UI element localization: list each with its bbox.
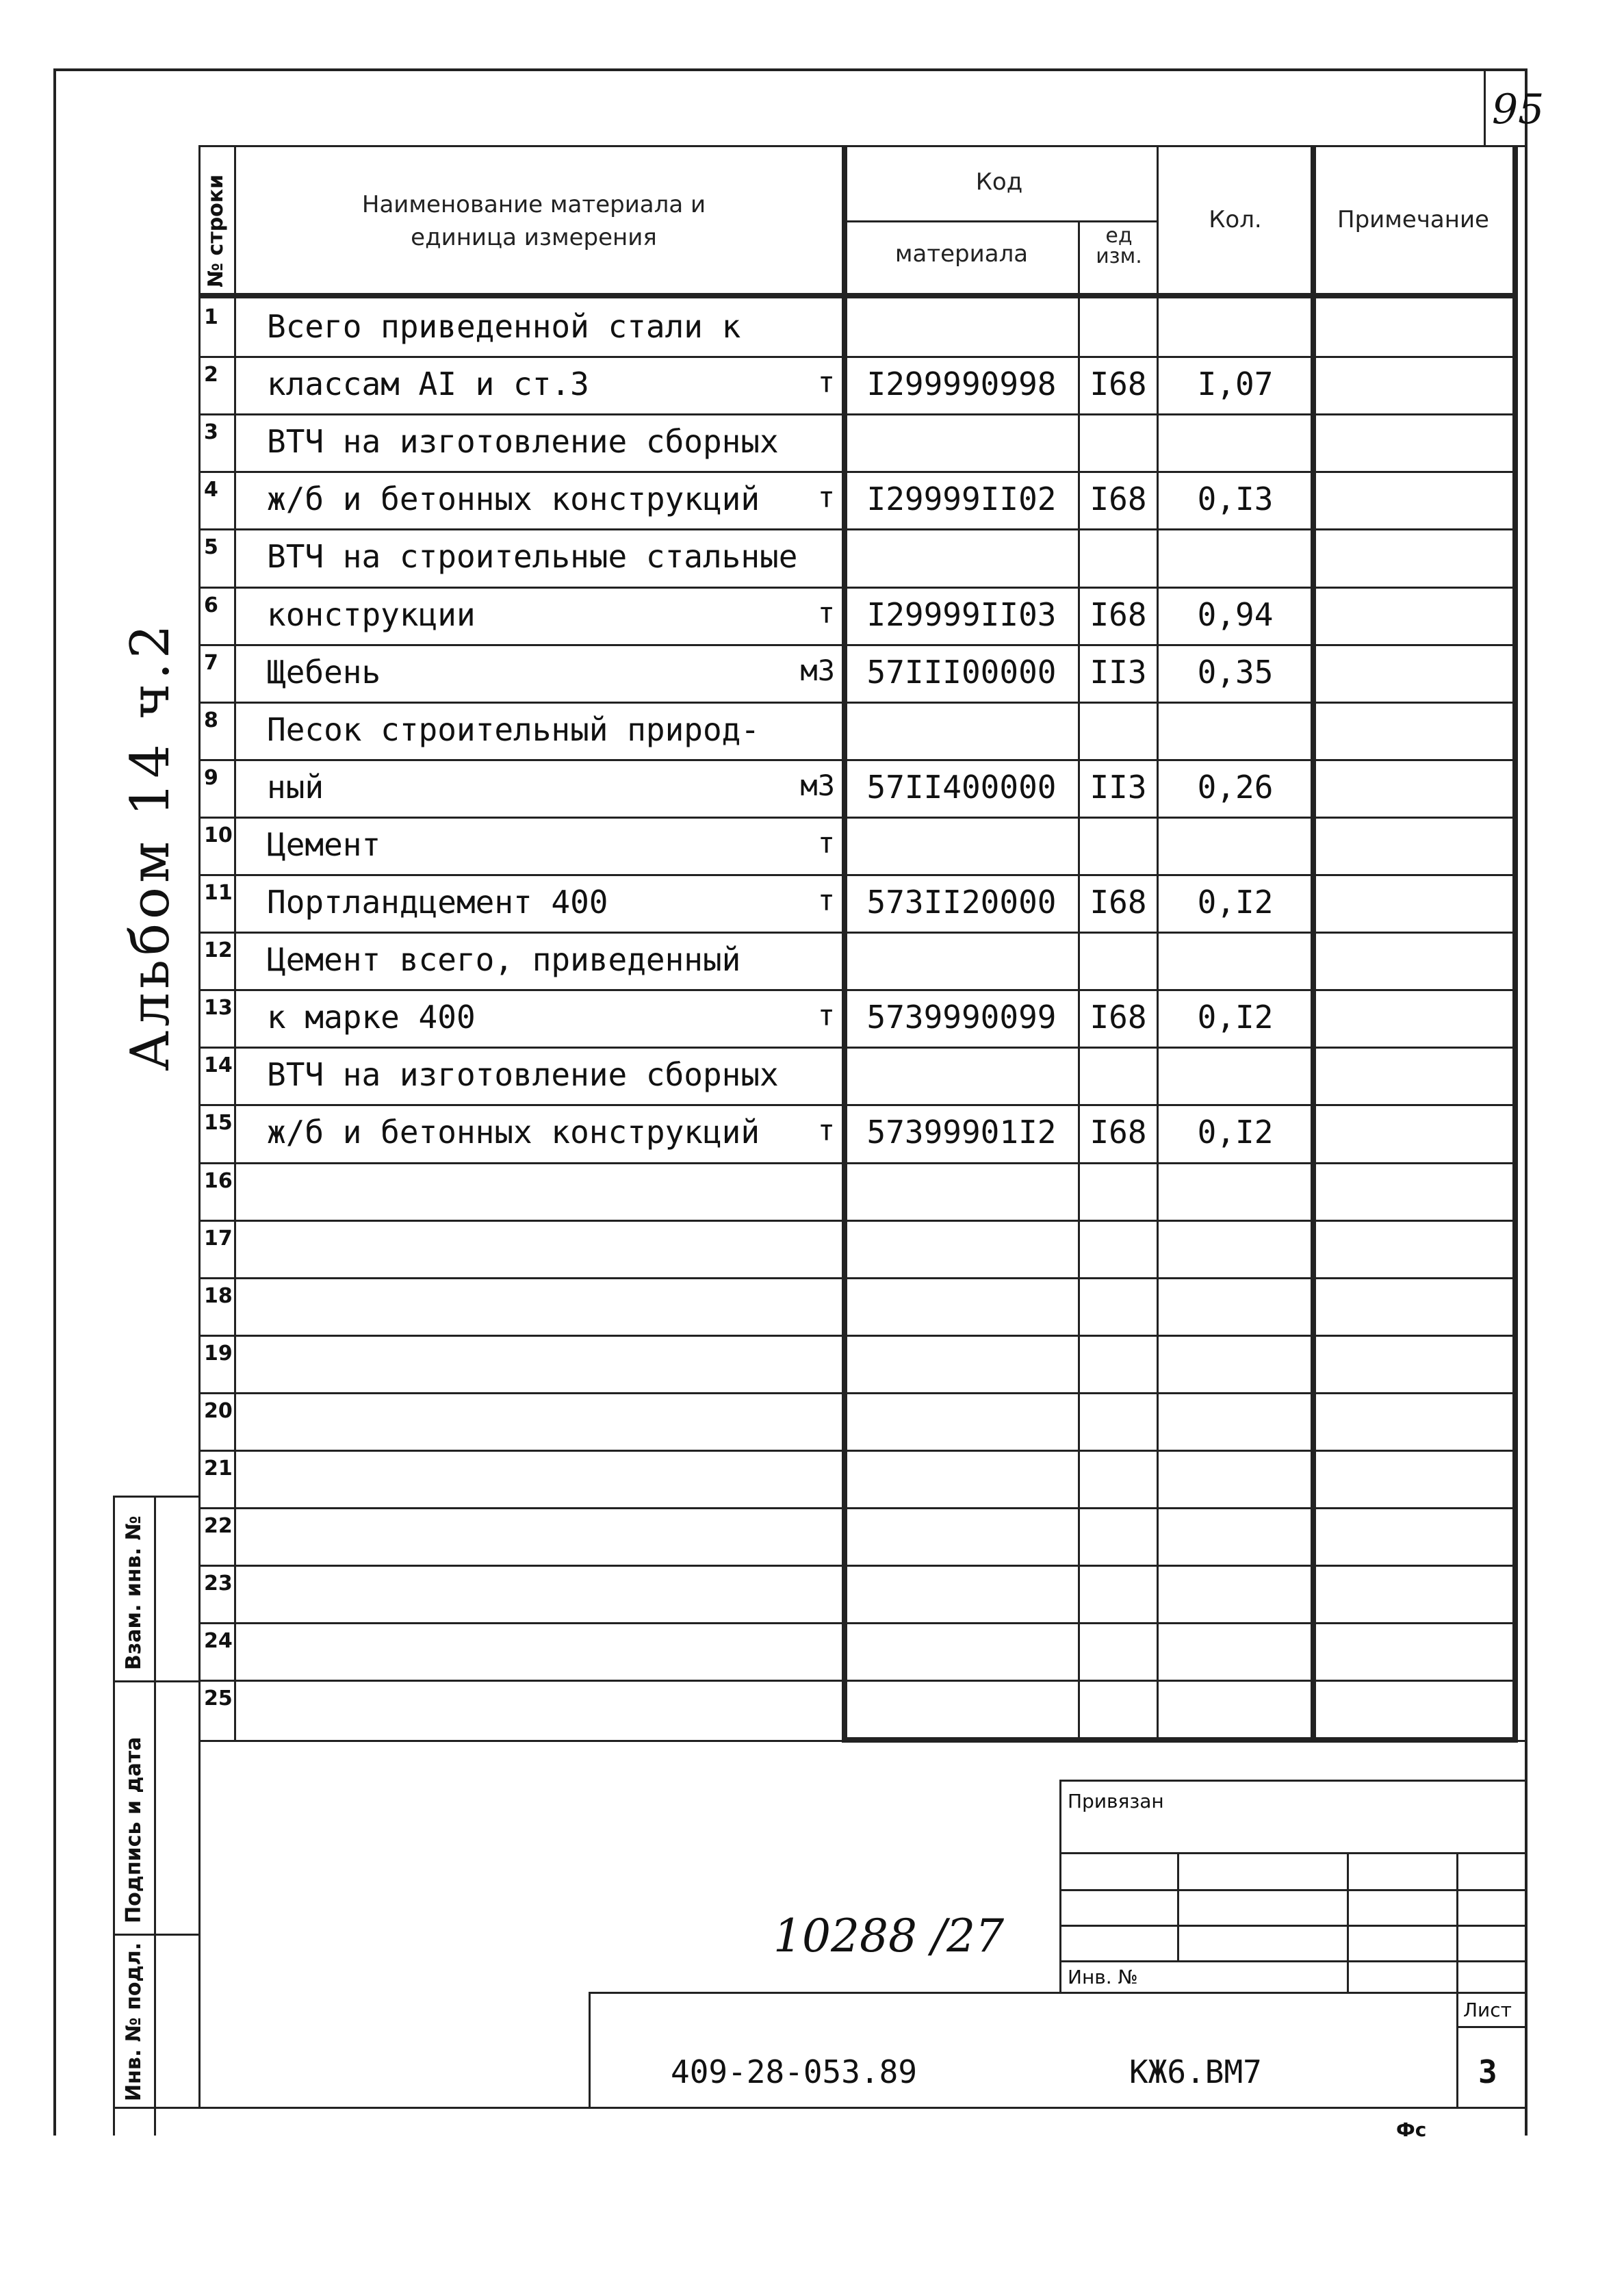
- header-code-unit: ед изм.: [1096, 224, 1142, 268]
- frame-right-line: [1525, 68, 1528, 2136]
- material-unit: т: [817, 825, 835, 860]
- row-number: 9: [204, 765, 218, 790]
- privyazan-row-4: [1059, 1960, 1525, 1962]
- row-number: 18: [204, 1283, 233, 1308]
- row-number: 2: [204, 363, 218, 387]
- row-number: 24: [204, 1629, 233, 1654]
- col-line-table-right: [1512, 145, 1518, 1743]
- handwritten-reference: 10288 /27: [773, 1910, 1005, 1962]
- row-line: [198, 1220, 1512, 1222]
- material-name: Песок строительный природ-: [267, 710, 760, 748]
- row-number: 4: [204, 478, 218, 502]
- material-unit: т: [817, 366, 835, 400]
- row-number: 19: [204, 1341, 233, 1366]
- material-name: ВТЧ на строительные стальные: [267, 538, 798, 576]
- col-line-qty-left: [1157, 145, 1159, 1740]
- header-row-no: № строки: [204, 174, 228, 287]
- material-name: к марке 400: [267, 999, 476, 1036]
- stamp-top: [113, 1496, 198, 1498]
- unit-code: I68: [1090, 884, 1147, 921]
- unit-code: I68: [1090, 366, 1147, 403]
- unit-code: II3: [1090, 768, 1147, 806]
- material-name: классам АI и ст.3: [267, 366, 589, 403]
- row-line: [198, 989, 1512, 991]
- stamp-col-mid: [154, 1496, 156, 2136]
- title-left-line: [198, 1740, 201, 2107]
- quantity: 0,I2: [1197, 1114, 1274, 1151]
- privyazan-label: Привязан: [1068, 1790, 1164, 1812]
- privyazan-col-1: [1177, 1852, 1179, 1960]
- row-number: 11: [204, 881, 233, 905]
- title-top-line: [198, 1740, 1525, 1742]
- doc-code: КЖ6.ВМ7: [1129, 2053, 1262, 2090]
- unit-code: I68: [1090, 1114, 1147, 1151]
- row-line: [198, 1047, 1512, 1049]
- stamp-bottom: [113, 2107, 1525, 2109]
- header-qty: Кол.: [1209, 206, 1262, 233]
- unit-code: II3: [1090, 653, 1147, 691]
- row-line: [198, 1565, 1512, 1567]
- row-line: [198, 702, 1512, 704]
- row-line: [198, 1507, 1512, 1509]
- privyazan-col-3: [1456, 1852, 1458, 2107]
- material-name: ный: [267, 768, 324, 806]
- row-line: [198, 759, 1512, 761]
- material-name: Всего приведенной стали к: [267, 308, 741, 345]
- material-name: Портландцемент 400: [267, 884, 608, 921]
- row-line: [198, 1622, 1512, 1624]
- quantity: 0,I3: [1197, 480, 1274, 518]
- table-top-line: [198, 145, 1525, 147]
- row-number: 23: [204, 1572, 233, 1596]
- list-label: Лист: [1463, 1999, 1512, 2021]
- row-number: 21: [204, 1457, 233, 1480]
- row-line: [198, 1104, 1512, 1106]
- material-code: 57III00000: [866, 653, 1057, 691]
- title-strip-left: [589, 1992, 591, 2107]
- row-number: 14: [204, 1053, 233, 1078]
- material-code: 57399901I2: [866, 1114, 1057, 1151]
- header-name-line1: Наименование материала и: [361, 191, 706, 218]
- material-code: 5739990099: [866, 999, 1057, 1036]
- format-mark: Фс: [1396, 2118, 1427, 2141]
- album-note: Альбом 14 ч.2: [120, 620, 181, 1071]
- privyazan-row-2: [1059, 1889, 1525, 1891]
- row-line: [198, 471, 1512, 473]
- inv-no-label: Инв. №: [1068, 1966, 1138, 1988]
- stamp-div-2: [113, 1934, 198, 1936]
- quantity: 0,I2: [1197, 999, 1274, 1036]
- row-number: 8: [204, 708, 218, 732]
- unit-code: I68: [1090, 595, 1147, 633]
- material-unit: т: [817, 480, 835, 515]
- row-line: [198, 932, 1512, 934]
- material-code: I299990998: [866, 366, 1057, 403]
- quantity: I,07: [1197, 366, 1274, 403]
- row-line: [198, 413, 1512, 415]
- row-line: [198, 1335, 1512, 1337]
- privyazan-row-3: [1059, 1925, 1525, 1927]
- row-number: 3: [204, 420, 218, 445]
- row-line: [198, 1277, 1512, 1279]
- material-code: 573II20000: [866, 884, 1057, 921]
- row-number: 16: [204, 1168, 233, 1193]
- stamp-vzam-inv: Взам. инв. №: [122, 1515, 146, 1670]
- row-number: 22: [204, 1514, 233, 1539]
- material-name: Щебень: [267, 653, 381, 691]
- stamp-col-left: [113, 1496, 115, 2136]
- row-number: 13: [204, 996, 233, 1021]
- quantity: 0,I2: [1197, 884, 1274, 921]
- col-line-rownum-left: [198, 145, 201, 1740]
- row-number: 1: [204, 305, 218, 329]
- row-number: 25: [204, 1687, 233, 1711]
- privyazan-top: [1059, 1780, 1525, 1782]
- privyazan-col-2: [1347, 1852, 1349, 1992]
- stamp-podpis-data: Подпись и дата: [122, 1736, 146, 1923]
- row-line: [198, 644, 1512, 646]
- material-name: ВТЧ на изготовление сборных: [267, 423, 779, 461]
- stamp-div-1: [113, 1680, 198, 1682]
- row-line: [198, 1162, 1512, 1164]
- material-unit: м3: [800, 768, 835, 802]
- title-strip-top: [589, 1992, 1525, 1994]
- material-name: ВТЧ на изготовление сборных: [267, 1056, 779, 1094]
- header-note: Примечание: [1337, 206, 1489, 233]
- material-code: I29999II03: [866, 595, 1057, 633]
- material-unit: т: [817, 999, 835, 1033]
- row-number: 20: [204, 1398, 233, 1423]
- row-number: 5: [204, 535, 218, 560]
- material-name: ж/б и бетонных конструкций: [267, 480, 760, 518]
- row-number: 6: [204, 593, 218, 617]
- material-name: Цемент всего, приведенный: [267, 941, 741, 979]
- col-line-note-left: [1311, 145, 1316, 1743]
- col-line-ucode-left: [1078, 220, 1080, 1740]
- privyazan-row-1: [1059, 1852, 1525, 1854]
- frame-left-line: [53, 68, 56, 2136]
- quantity: 0,26: [1197, 768, 1274, 806]
- row-line: [198, 356, 1512, 358]
- frame-top-line: [53, 68, 1525, 71]
- material-name: конструкции: [267, 595, 476, 633]
- row-number: 15: [204, 1111, 233, 1136]
- row-line: [198, 1680, 1512, 1682]
- row-line: [198, 874, 1512, 876]
- quantity: 0,94: [1197, 595, 1274, 633]
- list-value: 3: [1478, 2053, 1497, 2090]
- col-line-code-left: [842, 145, 847, 1743]
- row-number: 17: [204, 1226, 233, 1251]
- material-code: I29999II02: [866, 480, 1057, 518]
- header-code-material: материала: [894, 240, 1029, 268]
- quantity: 0,35: [1197, 653, 1274, 691]
- material-unit: т: [817, 884, 835, 917]
- row-line: [198, 528, 1512, 530]
- doc-number: 409-28-053.89: [671, 2053, 918, 2090]
- header-bottom-line: [198, 293, 1518, 298]
- material-name: ж/б и бетонных конструкций: [267, 1114, 760, 1151]
- header-name-line2: единица измерения: [411, 224, 657, 251]
- row-number: 7: [204, 650, 218, 675]
- stamp-inv-podl: Инв. № подл.: [122, 1942, 146, 2101]
- row-line: [198, 1450, 1512, 1452]
- row-number: 12: [204, 938, 233, 963]
- material-name: Цемент: [267, 825, 381, 863]
- material-unit: т: [817, 595, 835, 630]
- row-line: [198, 1392, 1512, 1394]
- material-unit: м3: [800, 653, 835, 687]
- row-line: [198, 817, 1512, 819]
- unit-code: I68: [1090, 999, 1147, 1036]
- page-number: 95: [1492, 86, 1545, 133]
- material-unit: т: [817, 1114, 835, 1148]
- material-code: 57II400000: [866, 768, 1057, 806]
- col-line-name-left: [234, 145, 236, 1740]
- header-code-split: [842, 220, 1157, 222]
- header-code: Код: [975, 168, 1023, 196]
- row-number: 10: [204, 823, 233, 847]
- unit-code: I68: [1090, 480, 1147, 518]
- row-line: [198, 587, 1512, 589]
- page-number-divider: [1484, 68, 1486, 145]
- list-label-line: [1456, 2026, 1525, 2028]
